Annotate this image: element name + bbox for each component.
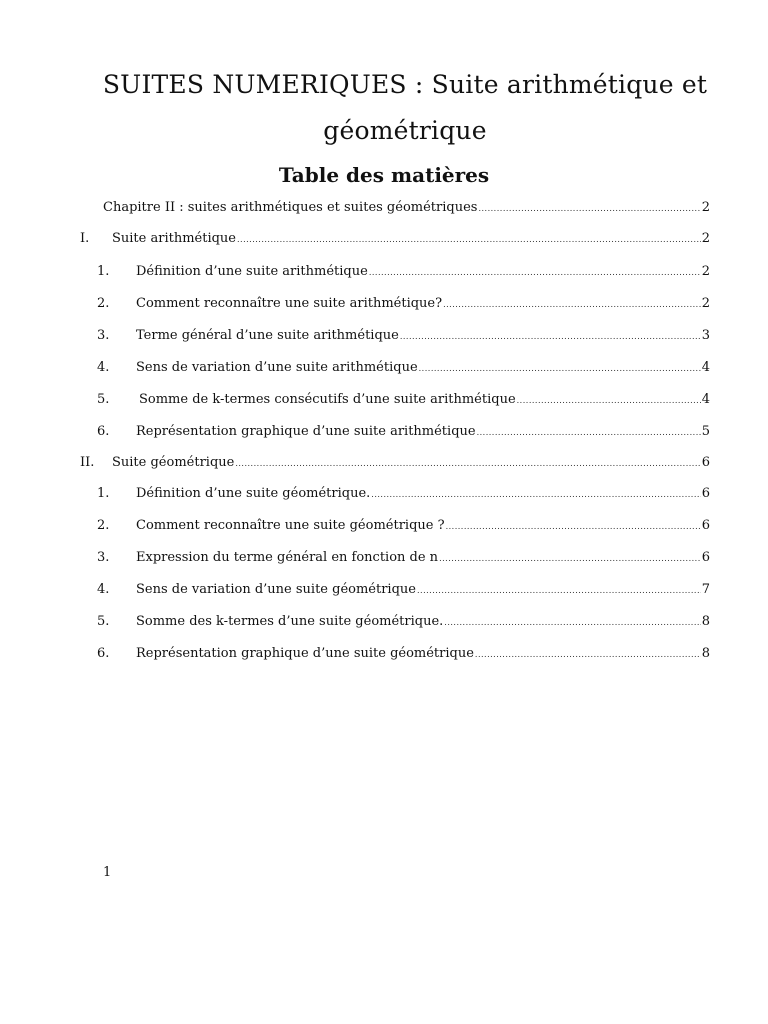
toc-entry-text: Suite arithmétique xyxy=(112,231,236,246)
toc-entry-subsection[interactable] xyxy=(97,392,710,412)
toc-entry-text: Comment reconnaître une suite arithmétique? xyxy=(136,296,443,311)
toc-entry-number: 2. xyxy=(97,518,110,533)
toc-leader-dots xyxy=(443,300,701,309)
toc-leader-dots xyxy=(439,554,701,563)
toc-entry-page: 2 xyxy=(701,264,710,279)
toc-leader-dots xyxy=(400,332,701,341)
toc-entry-number: 2. xyxy=(97,296,110,311)
document-title-line-1: SUITES NUMERIQUES : Suite arithmétique et xyxy=(102,70,708,99)
toc-entry-number: I. xyxy=(80,231,90,246)
page-number: 1 xyxy=(103,865,112,880)
toc-leader-dots xyxy=(446,522,701,531)
toc-entry-page: 7 xyxy=(701,582,710,597)
toc-leader-dots xyxy=(517,396,701,405)
toc-entry-number: 1. xyxy=(97,486,110,501)
toc-entry-text: Définition d’une suite géométrique. xyxy=(136,486,371,501)
toc-leader-dots xyxy=(444,618,700,627)
toc-entry-text: Chapitre II : suites arithmétiques et suites géométriques xyxy=(103,200,478,215)
toc-entry-subsection[interactable] xyxy=(97,486,710,506)
toc-leader-dots xyxy=(475,650,701,659)
toc-entry-number: 3. xyxy=(97,328,110,343)
toc-entry-number: 6. xyxy=(97,646,110,661)
toc-entry-number: 4. xyxy=(97,582,110,597)
toc-leader-dots xyxy=(235,459,700,468)
toc-entry-subsection[interactable] xyxy=(97,296,710,316)
toc-entry-section[interactable] xyxy=(80,455,710,475)
toc-entry-subsection[interactable] xyxy=(97,614,710,634)
toc-entry-text: Expression du terme général en fonction de n xyxy=(136,550,439,565)
toc-entry-page: 4 xyxy=(701,392,710,407)
toc-entry-subsection[interactable] xyxy=(97,518,710,538)
toc-entry-subsection[interactable] xyxy=(97,646,710,666)
toc-entry-page: 6 xyxy=(701,518,710,533)
toc-entry-page: 4 xyxy=(701,360,710,375)
toc-heading: Table des matières xyxy=(278,163,490,187)
toc-leader-dots xyxy=(417,586,701,595)
toc-entry-page: 2 xyxy=(701,200,710,215)
toc-entry-text: Représentation graphique d’une suite géométrique xyxy=(136,646,474,661)
toc-entry-text: Sens de variation d’une suite arithmétique xyxy=(136,360,418,375)
toc-entry-subsection[interactable] xyxy=(97,550,710,570)
toc-entry-text: Terme général d’une suite arithmétique xyxy=(136,328,399,343)
toc-entry-number: 1. xyxy=(97,264,110,279)
toc-entry-subsection[interactable] xyxy=(97,360,710,380)
toc-entry-page: 8 xyxy=(701,614,710,629)
toc-leader-dots xyxy=(478,204,700,213)
toc-leader-dots xyxy=(237,235,701,244)
toc-entry-text: Somme des k-termes d’une suite géométrique. xyxy=(136,614,444,629)
toc-entry-number: 6. xyxy=(97,424,110,439)
toc-entry-number: 3. xyxy=(97,550,110,565)
toc-entry-subsection[interactable] xyxy=(97,328,710,348)
document-title-line-2: géométrique xyxy=(323,116,487,145)
toc-entry-text: Comment reconnaître une suite géométrique ? xyxy=(136,518,445,533)
toc-entry-number: 5. xyxy=(97,614,110,629)
toc-entry-page: 6 xyxy=(701,486,710,501)
toc-entry-page: 5 xyxy=(701,424,710,439)
toc-entry-chapter[interactable] xyxy=(103,200,710,220)
toc-entry-subsection[interactable] xyxy=(97,264,710,284)
toc-entry-number: 4. xyxy=(97,360,110,375)
toc-entry-number: 5. xyxy=(97,392,110,407)
toc-entry-page: 3 xyxy=(701,328,710,343)
toc-entry-text: Suite géométrique xyxy=(112,455,235,470)
toc-entry-subsection[interactable] xyxy=(97,582,710,602)
toc-entry-page: 8 xyxy=(701,646,710,661)
toc-entry-page: 2 xyxy=(701,296,710,311)
toc-entry-subsection[interactable] xyxy=(97,424,710,444)
toc-entry-page: 6 xyxy=(701,455,710,470)
toc-entry-text: Définition d’une suite arithmétique xyxy=(136,264,368,279)
toc-entry-text: Somme de k-termes consécutifs d’une suite arithmétique xyxy=(139,392,516,407)
toc-entry-page: 2 xyxy=(701,231,710,246)
toc-entry-text: Sens de variation d’une suite géométrique xyxy=(136,582,416,597)
toc-entry-page: 6 xyxy=(701,550,710,565)
toc-leader-dots xyxy=(419,364,701,373)
toc-entry-text: Représentation graphique d’une suite arithmétique xyxy=(136,424,476,439)
toc-leader-dots xyxy=(477,428,701,437)
toc-leader-dots xyxy=(371,490,700,499)
toc-entry-section[interactable] xyxy=(80,231,710,251)
toc-leader-dots xyxy=(369,268,701,277)
toc-entry-number: II. xyxy=(80,455,95,470)
